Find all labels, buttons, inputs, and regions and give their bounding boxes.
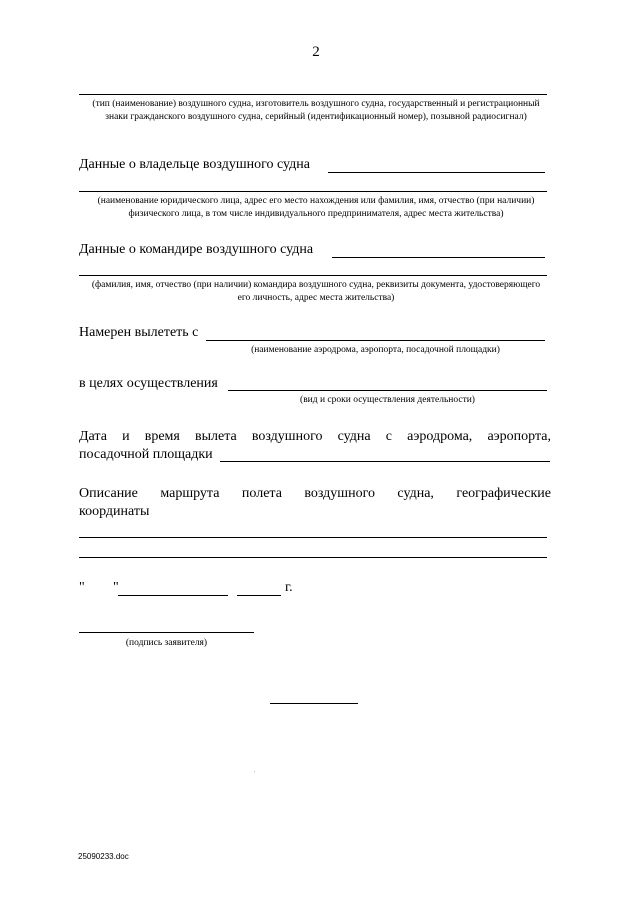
signature-note: (подпись заявителя) [125, 638, 208, 648]
commander-note: (фамилия, имя, отчество (при наличии) командира воздушного судна, реквизиты документа, удостоверяющего его личность, адрес места жительства) [91, 280, 541, 303]
page-number: 2 [312, 44, 320, 60]
purpose-note: (вид и сроки осуществления деятельности) [300, 395, 475, 405]
owner-note: (наименование юридического лица, адрес его место нахождения или фамилия, имя, отчество (при наличии) физического лица, в том числе индивидуального предпринимателя, адрес места жительства) [97, 196, 535, 219]
route-line2: координаты [79, 504, 150, 519]
commander-line-full[interactable] [79, 275, 547, 276]
date-year-suffix: г. [285, 580, 293, 595]
departure-label: Намерен вылететь с [79, 325, 199, 340]
route-field-line1[interactable] [79, 537, 547, 538]
purpose-label: в целях осуществления [79, 376, 218, 391]
closing-separator [270, 703, 358, 704]
signature-line[interactable] [79, 632, 254, 633]
owner-line-inline[interactable] [328, 172, 545, 173]
departure-datetime-field[interactable] [220, 461, 550, 462]
route-line1: Описание маршрута полета воздушного судна, географические [79, 486, 551, 501]
aircraft-type-line[interactable] [79, 94, 547, 95]
date-quote-open: " [79, 580, 85, 595]
departure-line[interactable] [206, 340, 545, 341]
date-month-field[interactable] [118, 595, 228, 596]
date-year-field[interactable] [237, 595, 281, 596]
departure-datetime-line1: Дата и время вылета воздушного судна с аэродрома, аэропорта, [79, 429, 551, 444]
date-quote-close: " [113, 580, 119, 595]
departure-note: (наименование аэродрома, аэропорта, посадочной площадки) [251, 345, 500, 355]
commander-line-inline[interactable] [332, 257, 545, 258]
owner-label: Данные о владельце воздушного судна [79, 157, 310, 172]
footer-filename: 25090233.doc [78, 852, 129, 861]
departure-datetime-line2: посадочной площадки [79, 447, 213, 462]
scan-artifact-dot [254, 771, 255, 772]
commander-label: Данные о командире воздушного судна [79, 242, 314, 257]
purpose-line[interactable] [228, 390, 547, 391]
route-field-line2[interactable] [79, 557, 547, 558]
owner-line-full[interactable] [79, 191, 547, 192]
aircraft-type-note: (тип (наименование) воздушного судна, изготовитель воздушного судна, государственный и регистрационный знаки гражданского воздушного судна, серийный (идентификационный номер), позывной радиосигнал) [92, 99, 540, 122]
